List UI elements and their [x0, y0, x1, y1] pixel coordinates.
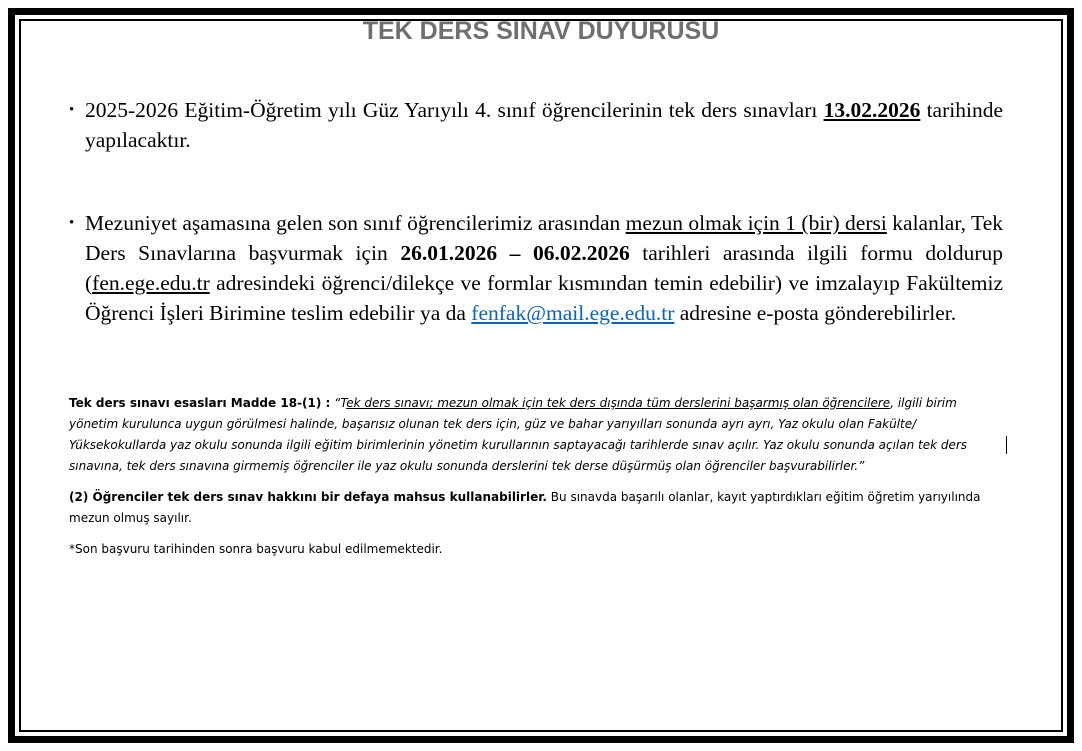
regulation-article-2-bold: (2) Öğrenciler tek ders sınav hakkını bir defaya mahsus kullanabilirler. [69, 490, 547, 504]
bullet-icon: • [69, 215, 75, 231]
exam-date-text-start: 2025-2026 Eğitim-Öğretim yılı Güz Yarıyılı 4. sınıf öğrencilerinin tek ders sınavları [85, 98, 824, 122]
faculty-email-link[interactable]: fenfak@mail.ege.edu.tr [471, 301, 675, 325]
list-item-exam-date [69, 95, 1003, 155]
announcement-list [69, 95, 1003, 328]
regulation-article-1 [69, 393, 1003, 477]
regulation-section [69, 393, 1003, 560]
text-cursor [1006, 436, 1007, 454]
application-text-e: adresine e-posta gönderebilirler. [674, 301, 957, 325]
page-title: TEK DERS SINAV DUYURUSU [362, 17, 720, 45]
regulation-quote-open: “T [330, 396, 347, 410]
list-item-application [69, 208, 1003, 328]
application-text-d: adresindeki öğrenci/dilekçe ve formlar kısmından temin edebilir) ve imzalayıp Fakültemiz Öğrenci İşleri Birimine teslim edebilir ya da [85, 271, 1003, 325]
exam-date-text-end: tarihinde yapılacaktır. [85, 98, 1003, 152]
eligibility-condition: mezun olmak için 1 (bir) dersi [625, 211, 887, 235]
application-dates: 26.01.2026 – 06.02.2026 [400, 241, 630, 265]
regulation-underlined: ek ders sınavı; mezun olmak için tek ders dışında tüm derslerini başarmış olan öğrencilere [346, 396, 891, 410]
regulation-article-2-rest: Bu sınavda başarılı olanlar, kayıt yaptırdıkları eğitim öğretim yarıyılında mezun olmuş sayılır. [69, 490, 981, 525]
deadline-note: *Son başvuru tarihinden sonra başvuru kabul edilmemektedir. [69, 542, 443, 556]
application-text-c: tarihleri arasında ilgili formu doldurup ( [85, 241, 1003, 295]
exam-date: 13.02.2026 [823, 98, 921, 122]
bullet-icon: • [69, 102, 75, 118]
regulation-article-2 [69, 487, 1003, 529]
regulation-heading: Tek ders sınavı esasları Madde 18-(1) : [69, 396, 331, 410]
faculty-website[interactable]: fen.ege.edu.tr [92, 271, 210, 295]
regulation-rest: , ilgili birim yönetim kurulunca uygun görülmesi halinde, başarısız olunan tek ders için, güz ve bahar yarıyılları sonunda ayrı ayrı, Yaz okulu olan Fakülte/ Yüksekokullarda yaz okulu sonunda ilgili eğitim birimlerinin yönetim kurullarının saptayacağı tarihlerde sınav açılır. Yaz okulu sonunda açılan tek ders sınavına, tek ders sınavına girmemiş öğrenciler ile yaz okulu sonunda derslerini tek derse düşürmüş olan öğrenciler başvurabilirler.” [69, 396, 968, 473]
application-text-b: kalanlar, Tek Ders Sınavlarına başvurmak için [85, 211, 1003, 265]
application-text-a: Mezuniyet aşamasına gelen son sınıf öğrencilerimiz arasından [85, 211, 626, 235]
